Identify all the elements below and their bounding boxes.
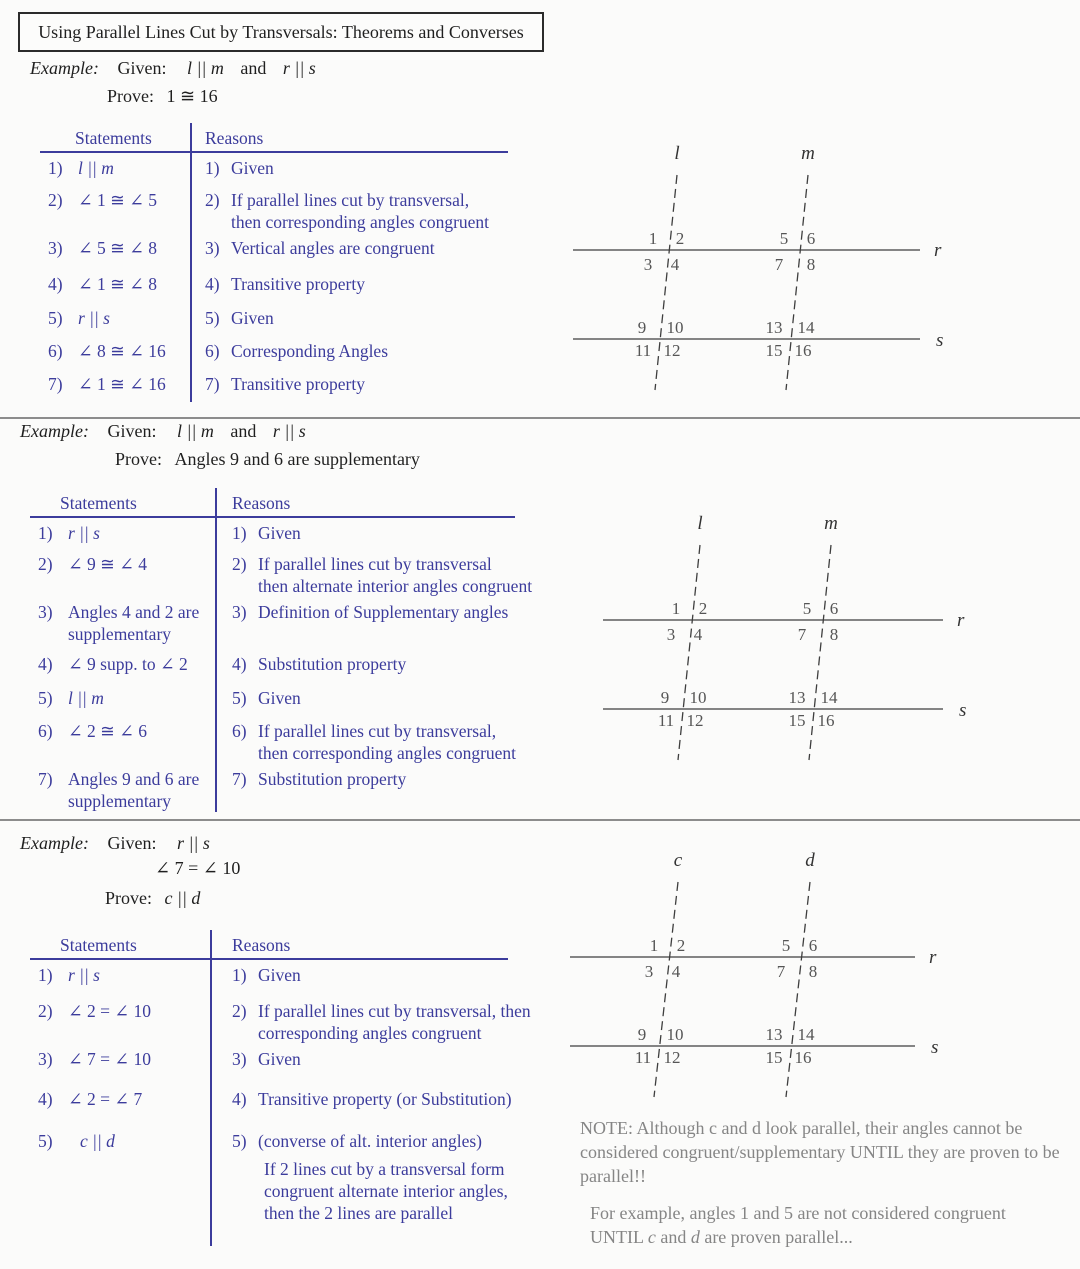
reason-number: 4)	[232, 1089, 247, 1109]
statement-number: 4)	[38, 1089, 53, 1109]
angle-number-5: 5	[779, 229, 789, 248]
and-label: and	[230, 421, 257, 441]
angle-number-16: 16	[794, 1048, 812, 1067]
reason-cell	[215, 601, 508, 623]
example-1-section	[30, 58, 550, 408]
reason-text: If parallel lines cut by transversal then alternate interior angles congruent	[258, 554, 533, 596]
angle-number-11: 11	[657, 711, 675, 730]
prove-label: Prove:	[107, 86, 154, 106]
given-value-1: l || m	[176, 421, 214, 441]
statement-number: 1)	[38, 523, 53, 543]
reasons-column-header: Reasons	[232, 935, 291, 955]
statement-number: 3)	[38, 602, 53, 622]
statement-number: 2)	[38, 1001, 53, 1021]
proof-row	[40, 269, 490, 303]
reason-text: Transitive property (or Substitution)	[258, 1089, 512, 1109]
proof-row	[30, 1044, 560, 1084]
angle-number-1: 1	[649, 936, 659, 955]
reason-number: 5)	[232, 1131, 247, 1151]
proof-header-row	[30, 930, 508, 960]
statement-text: ∠ 1 ≅ ∠ 5	[78, 190, 157, 210]
angle-number-4: 4	[693, 625, 703, 644]
reason-cell	[210, 964, 560, 986]
statement-number: 5)	[38, 1131, 53, 1151]
worksheet-title-box	[18, 12, 544, 52]
transversal-1-label: c	[673, 850, 683, 871]
statement-cell	[40, 189, 190, 211]
statement-number: 4)	[48, 274, 63, 294]
given-label: Given:	[107, 833, 157, 853]
given-value-1: l || m	[186, 58, 224, 78]
section-separator-2	[0, 819, 1080, 821]
angle-number-10: 10	[689, 688, 707, 707]
reason-text: Given	[258, 688, 301, 708]
example-3-header	[20, 833, 210, 854]
statement-text: ∠ 1 ≅ ∠ 8	[78, 274, 157, 294]
angle-number-14: 14	[797, 318, 815, 337]
reason-cell	[190, 157, 490, 179]
statement-number: 3)	[38, 1049, 53, 1069]
statement-cell	[30, 553, 215, 575]
reason-cell	[210, 1048, 560, 1070]
reason-cell	[190, 307, 490, 329]
worksheet-title: Using Parallel Lines Cut by Transversals: Theorems and Converses	[38, 21, 524, 42]
reasons-column-header: Reasons	[205, 128, 264, 148]
statement-cell	[30, 687, 215, 709]
example-2-header	[20, 421, 306, 442]
angle-number-15: 15	[765, 1048, 783, 1067]
statement-number: 2)	[48, 190, 63, 210]
proof-header-row	[30, 488, 515, 518]
reason-text: Given	[258, 523, 301, 543]
angle-number-8: 8	[806, 255, 816, 274]
reason-text: Given	[231, 308, 274, 328]
statements-column-header: Statements	[60, 493, 137, 513]
angle-number-12: 12	[663, 1048, 681, 1067]
proof-row	[30, 649, 500, 683]
statement-text: l || m	[68, 688, 104, 708]
statement-cell	[30, 1000, 210, 1022]
proof-row	[40, 185, 490, 233]
given-label: Given:	[117, 58, 167, 78]
reason-text: Definition of Supplementary angles	[258, 602, 509, 622]
reason-text: Corresponding Angles	[231, 341, 389, 361]
statement-text: ∠ 5 ≅ ∠ 8	[78, 238, 157, 258]
statement-text: r || s	[68, 965, 100, 985]
statement-number: 7)	[38, 769, 53, 789]
statement-number: 4)	[38, 654, 53, 674]
prove-value: Angles 9 and 6 are supplementary	[174, 449, 420, 469]
note-paragraph-2	[590, 1201, 1052, 1249]
diagram-3	[560, 847, 1075, 1117]
reason-number: 3)	[232, 602, 247, 622]
statement-number: 5)	[48, 308, 63, 328]
reason-number: 3)	[205, 238, 220, 258]
angle-number-11: 11	[634, 341, 652, 360]
reason-number: 1)	[232, 965, 247, 985]
angle-number-16: 16	[817, 711, 835, 730]
statement-number: 1)	[48, 158, 63, 178]
statement-cell	[30, 1088, 210, 1110]
example-3-section	[20, 833, 580, 1253]
angle-number-8: 8	[808, 962, 818, 981]
angle-number-2: 2	[698, 599, 708, 618]
reason-text: Vertical angles are congruent	[231, 238, 435, 258]
note-line-d: d	[690, 1227, 700, 1247]
angle-number-1: 1	[648, 229, 658, 248]
proof-row	[30, 764, 500, 812]
reason-number: 1)	[205, 158, 220, 178]
reason-cell	[190, 273, 490, 295]
statement-number: 6)	[38, 721, 53, 741]
angle-number-6: 6	[808, 936, 818, 955]
angle-number-4: 4	[670, 255, 680, 274]
reason-cell	[190, 373, 490, 395]
angle-number-14: 14	[820, 688, 838, 707]
transversal-2-label: d	[805, 850, 815, 871]
proof-row	[30, 996, 560, 1044]
angle-number-15: 15	[788, 711, 806, 730]
note-block	[580, 1116, 1062, 1249]
transversal-2-label: m	[824, 513, 838, 534]
angle-number-14: 14	[797, 1025, 815, 1044]
note-line-c: c	[647, 1227, 656, 1247]
proof-row	[30, 960, 560, 996]
example-1-proof-table	[40, 123, 490, 402]
diagram-2	[588, 510, 1080, 780]
reason-text: (converse of alt. interior angles) If 2 lines cut by a transversal form congruent alternate interior angles, then the 2 lines are parallel	[258, 1131, 508, 1223]
proof-header-row	[40, 123, 508, 153]
prove-label: Prove:	[115, 449, 162, 469]
line-r-label: r	[929, 947, 937, 968]
note-text: and	[655, 1227, 691, 1247]
statement-text: ∠ 8 ≅ ∠ 16	[78, 341, 166, 361]
angle-number-2: 2	[676, 936, 686, 955]
line-s-label: s	[936, 330, 944, 351]
reason-number: 1)	[232, 523, 247, 543]
reasons-column-header: Reasons	[232, 493, 291, 513]
given-label: Given:	[107, 421, 157, 441]
reason-text: If parallel lines cut by transversal, then corresponding angles congruent	[258, 1001, 531, 1043]
statement-cell	[40, 237, 190, 259]
reason-cell	[215, 553, 532, 597]
proof-row	[30, 1126, 560, 1246]
example-2-proof-table	[30, 488, 533, 812]
reason-number: 6)	[205, 341, 220, 361]
reason-cell	[215, 687, 500, 709]
example-3-proof-table	[30, 930, 560, 1246]
statement-cell	[40, 340, 190, 362]
statement-text: l || m	[78, 158, 114, 178]
angle-number-11: 11	[634, 1048, 652, 1067]
angle-number-9: 9	[637, 1025, 647, 1044]
reason-cell	[215, 720, 516, 764]
reason-text: If parallel lines cut by transversal, then corresponding angles congruent	[258, 721, 517, 763]
proof-row	[40, 233, 490, 269]
diagram-1	[565, 140, 1080, 410]
proof-row	[30, 549, 533, 597]
example-3-given-line-2	[155, 858, 240, 879]
line-r-label: r	[934, 240, 942, 261]
prove-value: c || d	[164, 888, 201, 908]
proof-column-divider	[215, 488, 217, 812]
and-label: and	[240, 58, 267, 78]
reason-number: 2)	[232, 1001, 247, 1021]
angle-number-13: 13	[765, 318, 783, 337]
statement-text: ∠ 7 = ∠ 10	[68, 1049, 151, 1069]
angle-number-9: 9	[637, 318, 647, 337]
reason-cell	[215, 522, 500, 544]
statement-cell	[30, 720, 215, 742]
line-r-label: r	[957, 610, 965, 631]
angle-number-10: 10	[666, 1025, 684, 1044]
statement-number: 2)	[38, 554, 53, 574]
angle-number-6: 6	[829, 599, 839, 618]
proof-row	[30, 1084, 560, 1126]
angle-number-7: 7	[774, 255, 784, 274]
angle-number-16: 16	[794, 341, 812, 360]
reason-number: 6)	[232, 721, 247, 741]
transversal-1-label: l	[674, 143, 680, 164]
reason-cell	[190, 189, 490, 233]
angle-number-2: 2	[675, 229, 685, 248]
reason-text: Transitive property	[231, 274, 365, 294]
example-1-header	[30, 58, 316, 79]
reason-text: Transitive property	[231, 374, 365, 394]
reason-text: Given	[258, 965, 301, 985]
statement-text: r || s	[68, 523, 100, 543]
angle-number-13: 13	[765, 1025, 783, 1044]
reason-text: Substitution property	[258, 654, 407, 674]
statement-cell	[30, 522, 215, 544]
angle-number-3: 3	[643, 255, 653, 274]
note-paragraph-1: NOTE: Although c and d look parallel, their angles cannot be considered congruent/supplementary UNTIL they are proven to be parallel!!	[580, 1118, 1060, 1186]
proof-row	[40, 153, 490, 185]
example-1-prove-line	[107, 86, 218, 107]
angle-number-10: 10	[666, 318, 684, 337]
reason-cell	[190, 237, 490, 259]
section-separator-1	[0, 417, 1080, 419]
angle-number-7: 7	[797, 625, 807, 644]
angle-number-9: 9	[660, 688, 670, 707]
statement-cell	[40, 307, 190, 329]
reason-text: If parallel lines cut by transversal, then corresponding angles congruent	[231, 190, 490, 232]
note-text: are proven parallel...	[699, 1227, 853, 1247]
angle-number-13: 13	[788, 688, 806, 707]
statement-number: 7)	[48, 374, 63, 394]
transversal-1-label: l	[697, 513, 703, 534]
statement-text: Angles 4 and 2 are supplementary	[68, 602, 200, 644]
angle-number-3: 3	[666, 625, 676, 644]
reason-number: 7)	[232, 769, 247, 789]
reason-cell	[210, 1130, 560, 1224]
angle-number-5: 5	[781, 936, 791, 955]
reason-text: Given	[258, 1049, 301, 1069]
given-value-2: r || s	[272, 421, 306, 441]
statement-cell	[30, 601, 215, 645]
transversal-2-label: m	[801, 143, 815, 164]
statement-number: 5)	[38, 688, 53, 708]
statement-cell	[30, 653, 215, 675]
proof-column-divider	[210, 930, 212, 1246]
proof-row	[30, 716, 517, 764]
angle-number-4: 4	[671, 962, 681, 981]
reason-number: 4)	[232, 654, 247, 674]
reason-number: 2)	[205, 190, 220, 210]
reason-text: Given	[231, 158, 274, 178]
example-2-prove-line	[115, 449, 420, 470]
angle-number-3: 3	[644, 962, 654, 981]
angle-number-12: 12	[663, 341, 681, 360]
statement-text: ∠ 2 = ∠ 10	[68, 1001, 151, 1021]
prove-value: 1 ≅ 16	[166, 86, 218, 106]
statement-cell	[40, 157, 190, 179]
statement-text: ∠ 2 = ∠ 7	[68, 1089, 143, 1109]
reason-cell	[210, 1088, 560, 1110]
reason-text: Substitution property	[258, 769, 407, 789]
statement-text: r || s	[78, 308, 110, 328]
statement-cell	[40, 273, 190, 295]
statement-text: c || d	[80, 1131, 115, 1151]
reason-number: 5)	[205, 308, 220, 328]
given-value-2: ∠ 7 = ∠ 10	[155, 858, 241, 878]
reason-cell	[215, 768, 500, 790]
angle-number-6: 6	[806, 229, 816, 248]
statement-number: 6)	[48, 341, 63, 361]
angle-number-12: 12	[686, 711, 704, 730]
angle-number-15: 15	[765, 341, 783, 360]
example-2-section	[20, 421, 580, 816]
reason-number: 5)	[232, 688, 247, 708]
line-s-label: s	[931, 1037, 939, 1058]
statement-text: Angles 9 and 6 are supplementary	[68, 769, 200, 811]
statement-cell	[30, 1048, 210, 1070]
statement-cell	[30, 1130, 210, 1152]
statement-text: ∠ 2 ≅ ∠ 6	[68, 721, 147, 741]
statement-text: ∠ 1 ≅ ∠ 16	[78, 374, 166, 394]
proof-row	[40, 303, 490, 336]
prove-label: Prove:	[105, 888, 152, 908]
proof-row	[30, 518, 500, 549]
statement-text: ∠ 9 supp. to ∠ 2	[68, 654, 188, 674]
statement-cell	[30, 964, 210, 986]
reason-number: 3)	[232, 1049, 247, 1069]
angle-number-5: 5	[802, 599, 812, 618]
angle-number-1: 1	[671, 599, 681, 618]
reason-cell	[210, 1000, 560, 1044]
statement-number: 3)	[48, 238, 63, 258]
line-s-label: s	[959, 700, 967, 721]
statement-text: ∠ 9 ≅ ∠ 4	[68, 554, 147, 574]
proof-row	[40, 369, 490, 402]
angle-number-8: 8	[829, 625, 839, 644]
statement-number: 1)	[38, 965, 53, 985]
example-label: Example:	[30, 58, 99, 78]
proof-row	[30, 683, 500, 716]
reason-number: 2)	[232, 554, 247, 574]
proof-column-divider	[190, 123, 192, 402]
statements-column-header: Statements	[60, 935, 137, 955]
reason-cell	[215, 653, 500, 675]
proof-row	[40, 336, 490, 369]
note-text: For example, angles 1 and 5 are not considered congruent UNTIL	[590, 1203, 1006, 1247]
example-3-prove-line	[105, 888, 200, 909]
example-label: Example:	[20, 421, 89, 441]
reason-number: 4)	[205, 274, 220, 294]
statements-column-header: Statements	[75, 128, 152, 148]
given-value-2: r || s	[282, 58, 316, 78]
given-value-1: r || s	[176, 833, 210, 853]
statement-cell	[30, 768, 215, 812]
reason-number: 7)	[205, 374, 220, 394]
example-label: Example:	[20, 833, 89, 853]
angle-number-7: 7	[776, 962, 786, 981]
statement-cell	[40, 373, 190, 395]
proof-row	[30, 597, 509, 649]
reason-cell	[190, 340, 490, 362]
